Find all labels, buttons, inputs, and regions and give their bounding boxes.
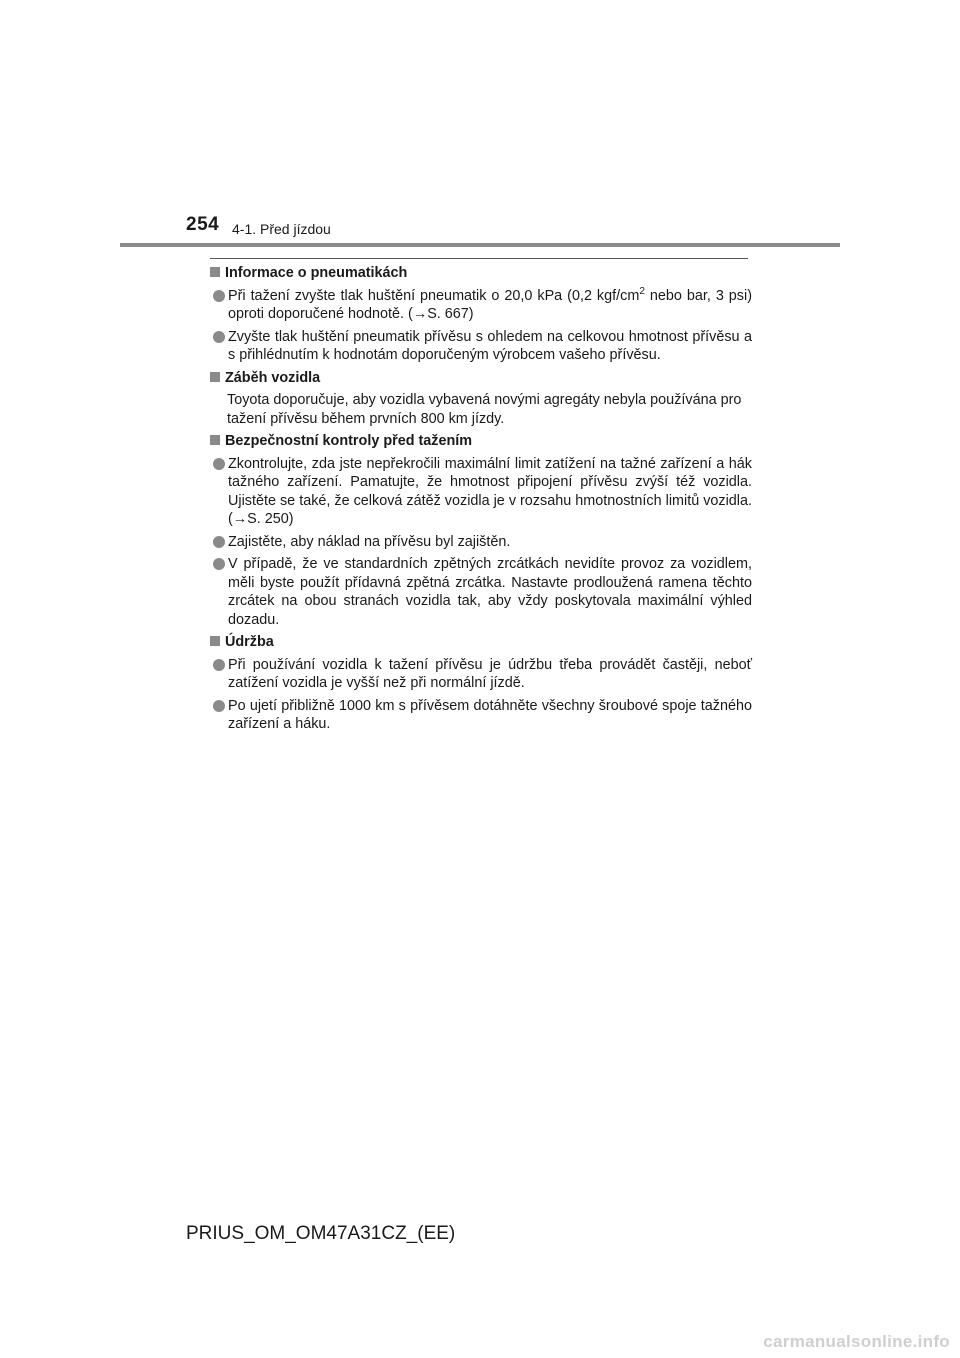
bullet-text: Po ujetí přibližně 1000 km s přívěsem dotáhněte všechny šroubové spoje tažného zařízení a háku. [228, 697, 752, 732]
section-break-in [210, 369, 752, 429]
section-heading: Údržba [225, 634, 274, 650]
section-heading: Bezpečnostní kontroly před tažením [225, 433, 473, 449]
watermark: carmanualsonline.info [763, 1332, 950, 1351]
bullet-text: Zkontrolujte, zda jste nepřekročili maximální limit zatížení na tažné zařízení a hák tažného zařízení. Pamatujte, že hmotnost připojení přívěsu zvýší též vozidla. Ujistěte se také, že celková zátěž vozidla je v rozsahu hmotnostních limitů vozidla. (→S. 250) [228, 455, 752, 527]
section-heading: Záběh vozidla [225, 369, 321, 386]
section-safety-checks [210, 432, 752, 629]
content-top-rule [210, 258, 748, 259]
superscript: 2 [639, 285, 645, 297]
page-content [210, 264, 752, 738]
section-maintenance [210, 633, 752, 734]
circle-bullet-icon [213, 290, 225, 302]
header-rule [120, 243, 840, 247]
section-tire-info [210, 264, 752, 365]
section-heading: Informace o pneumatikách [225, 265, 408, 281]
bullet-text: Při tažení zvyšte tlak huštění pneumatik o 20,0 kPa (0,2 kgf/cm [228, 287, 640, 304]
bullet-text: Zajistěte, aby náklad na přívěsu byl zajištěn. [228, 533, 511, 550]
list-item [213, 287, 752, 324]
section-title: 4-1. Před jízdou [232, 221, 331, 237]
circle-bullet-icon [213, 536, 225, 548]
square-bullet-icon [210, 636, 220, 646]
list-item [213, 555, 752, 629]
bullet-text: V případě, že ve standardních zpětných zrcátkách nevidíte provoz za vozidlem, měli byste použít přídavná zpětná zrcátka. Nastavte prodloužená ramena těchto zrcátek na obou stranách vozidla tak, aby vždy poskytovala maximální výhled dozadu. [228, 556, 752, 628]
circle-bullet-icon [213, 700, 225, 712]
circle-bullet-icon [213, 331, 225, 343]
square-bullet-icon [210, 372, 220, 382]
list-item [213, 533, 752, 552]
list-item [213, 697, 752, 734]
bullet-text-cont: nebo bar, 3 psi) oproti doporučené hodnotě. (→S. 667) [228, 287, 752, 322]
list-item [213, 328, 752, 365]
circle-bullet-icon [213, 558, 225, 570]
circle-bullet-icon [213, 458, 225, 470]
square-bullet-icon [210, 435, 220, 445]
bullet-text: Při používání vozidla k tažení přívěsu je údržbu třeba provádět častěji, neboť zatížení vozidla je vyšší než při normální jízdě. [228, 656, 752, 691]
page-header [0, 0, 960, 250]
circle-bullet-icon [213, 659, 225, 671]
bullet-text: Zvyšte tlak huštění pneumatik přívěsu s ohledem na celkovou hmotnost přívěsu a s přihlédnutím k hodnotám doporučeným výrobcem vašeho přívěsu. [228, 328, 752, 363]
list-item [213, 455, 752, 529]
section-paragraph: Toyota doporučuje, aby vozidla vybavená novými agregáty nebyla používána pro tažení přívěsu během prvních 800 km jízdy. [227, 392, 742, 427]
document-code: PRIUS_OM_OM47A31CZ_(EE) [186, 1223, 456, 1244]
square-bullet-icon [210, 267, 220, 277]
list-item [213, 656, 752, 693]
page-number: 254 [186, 214, 220, 235]
